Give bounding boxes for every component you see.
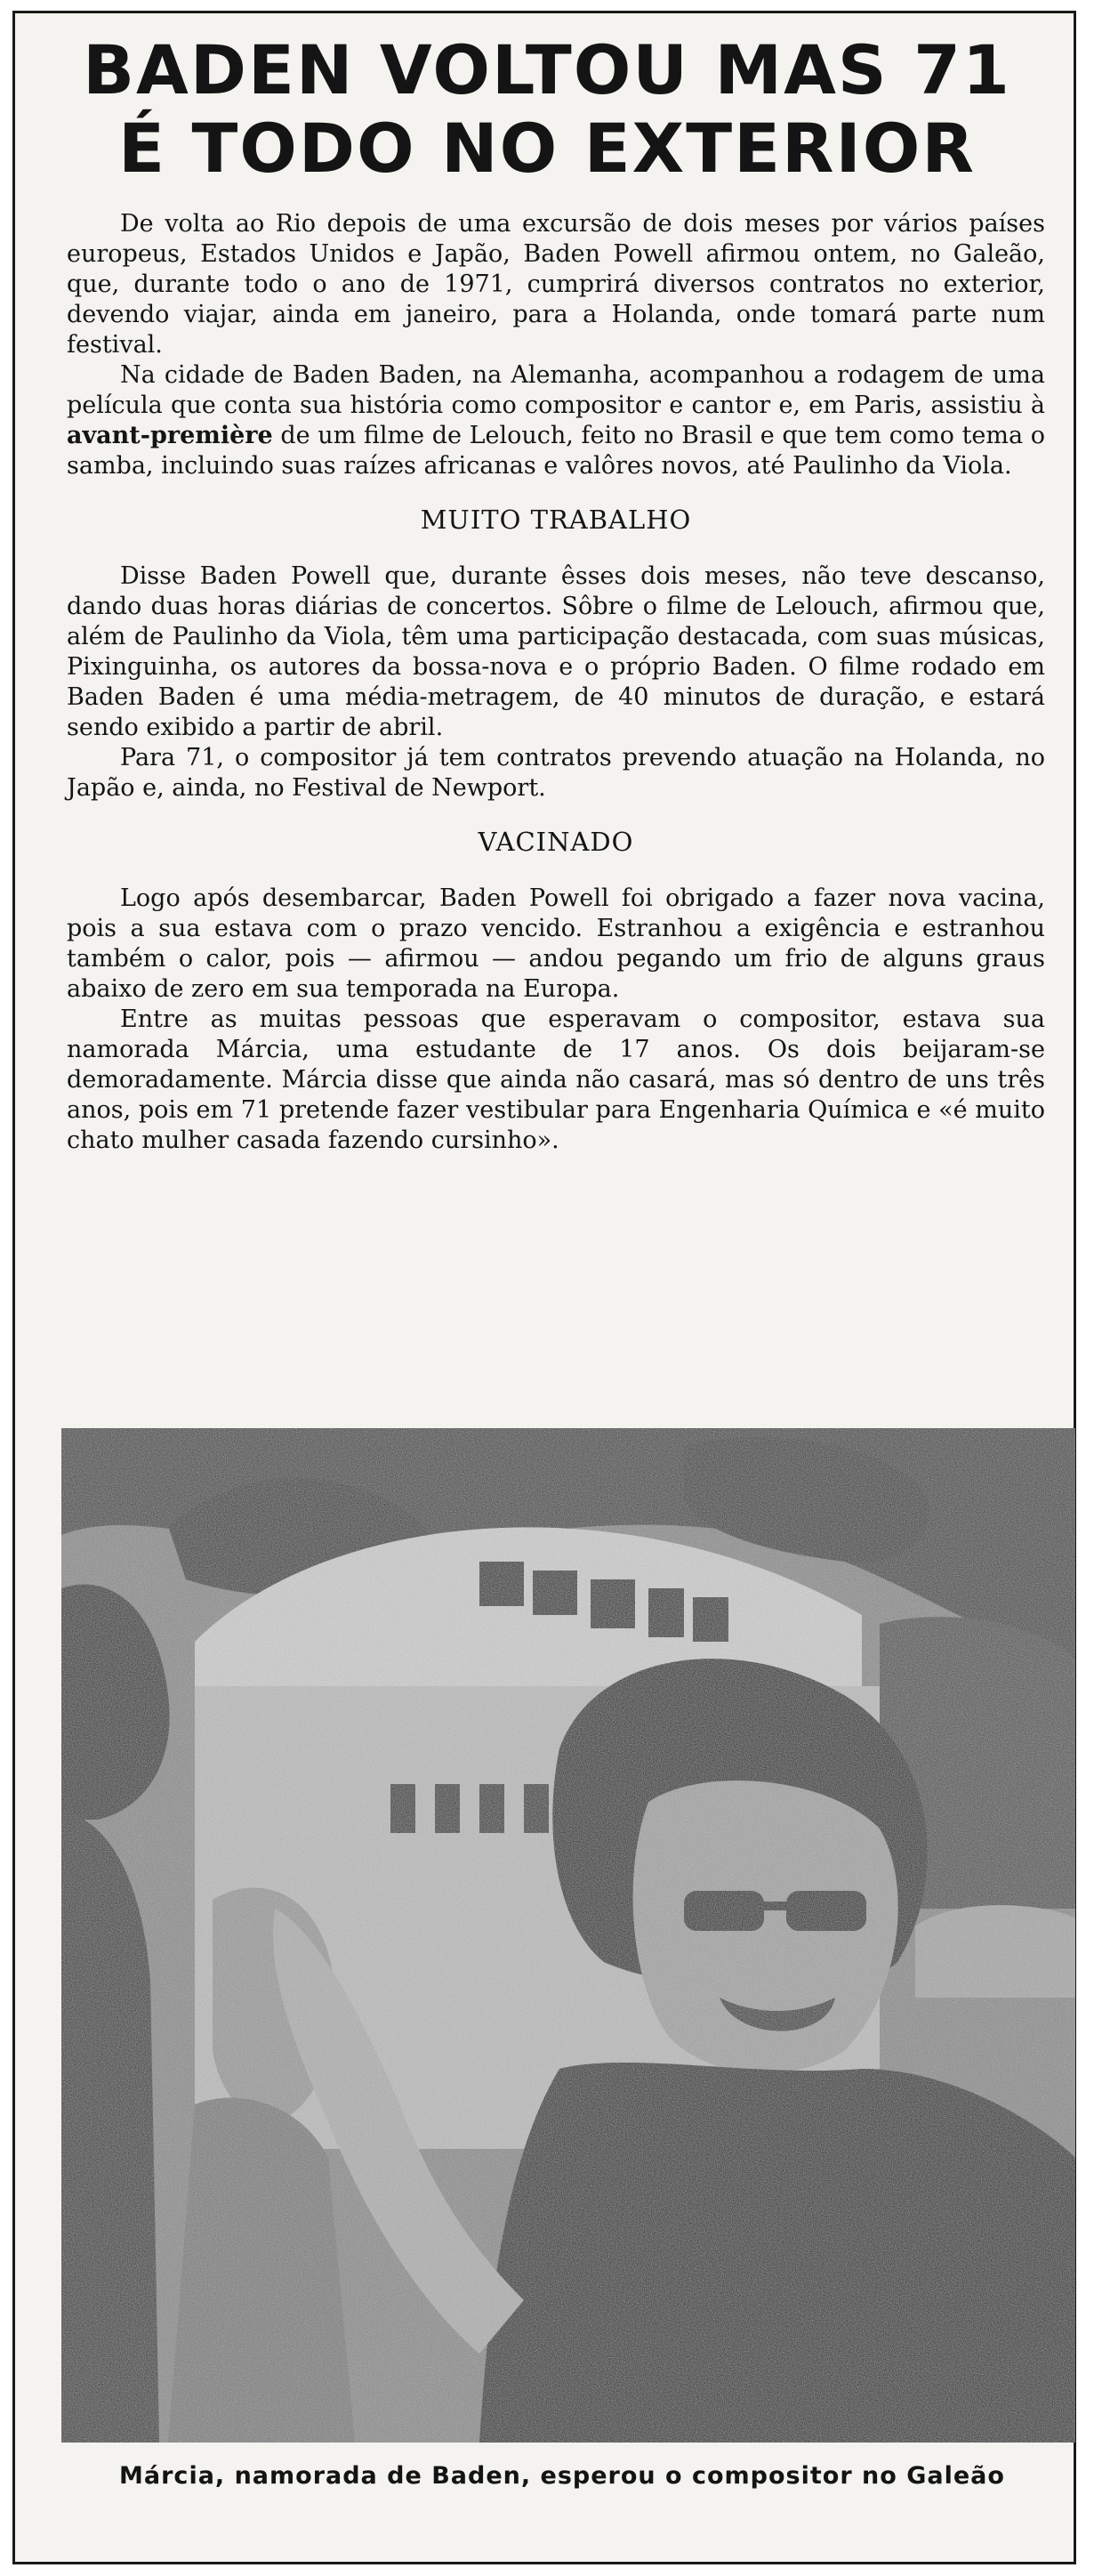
- news-photo: [61, 1428, 1075, 2443]
- paragraph-vacinado-1: Logo após desembarcar, Baden Powell foi obrigado a fazer nova vacina, pois a sua estava com o prazo vencido. Estranhou a exigência e estranhou também o calor, pois — afirmou — andou pegando um frio de alguns graus abaixo de zero em sua temporada na Europa.: [67, 884, 1045, 1003]
- paragraph-intro-2a: Na cidade de Baden Baden, na Alemanha, acompanhou a rodagem de uma película que conta sua história como compositor e cantor e, em Paris, assistiu à: [67, 361, 1045, 419]
- subhead-muito-trabalho: MUITO TRABALHO: [420, 505, 692, 535]
- photo-caption: Márcia, namorada de Baden, esperou o compositor no Galeão: [119, 2462, 1005, 2490]
- article-body: [67, 209, 1045, 1156]
- paragraph-trabalho-2: Para 71, o compositor já tem contratos prevendo atuação na Holanda, no Japão e, ainda, no Festival de Newport.: [67, 744, 1045, 802]
- paragraph-intro-2: [67, 360, 1045, 481]
- paragraph-trabalho-1: Disse Baden Powell que, durante êsses dois meses, não teve descanso, dando duas horas diárias de concertos. Sôbre o filme de Lelouch, afirmou que, além de Paulinho da Viola, têm uma participação destacada, com suas músicas, Pixinguinha, os autores da bossa-nova e o próprio Baden. O filme rodado em Baden Baden é uma média-metragem, de 40 minutos de duração, e estará sendo exibido a partir de abril.: [67, 562, 1045, 741]
- paragraph-vacinado-2: Entre as muitas pessoas que esperavam o compositor, estava sua namorada Márcia, uma estudante de 17 anos. Os dois beijaram-se demoradamente. Márcia disse que ainda não casará, mas só dentro de uns três anos, pois em 71 pretende fazer vestibular para Engenharia Química e «é muito chato mulher casada fazendo cursinho».: [67, 1005, 1045, 1154]
- subhead-vacinado: VACINADO: [478, 827, 634, 857]
- headline-line-1: BADEN VOLTOU MAS 71: [83, 30, 1011, 109]
- headline-line-2: É TODO NO EXTERIOR: [118, 109, 976, 188]
- newspaper-clipping: [12, 11, 1076, 2564]
- headline: [15, 31, 1079, 188]
- paragraph-intro-1: De volta ao Rio depois de uma excursão de dois meses por vários países europeus, Estados Unidos e Japão, Baden Powell afirmou ontem, no Galeão, que, durante todo o ano de 1971, cumprirá diversos contratos no exterior, devendo viajar, ainda em janeiro, para a Holanda, onde tomará parte num festival.: [67, 210, 1045, 359]
- photo-illustration: [61, 1428, 1075, 2443]
- paragraph-intro-2b: de um filme de Lelouch, feito no Brasil e que tem como tema o samba, incluindo suas raízes africanas e valôres novos, até Paulinho da Viola.: [67, 422, 1045, 480]
- avant-premiere-term: avant-première: [67, 422, 273, 449]
